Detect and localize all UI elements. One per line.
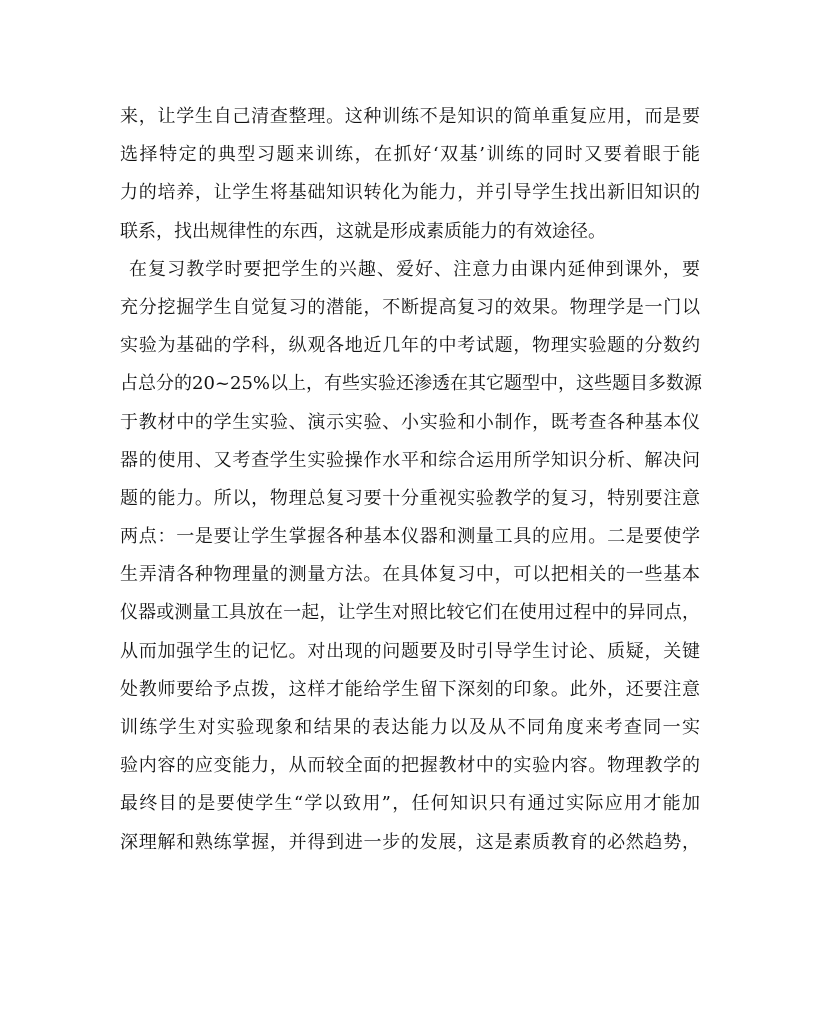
text-line: 仪器或测量工具放在一起，让学生对照比较它们在使用过程中的异同点， <box>120 602 700 624</box>
text-line: 器的使用、又考查学生实验操作水平和综合运用所学知识分析、解决问 <box>120 449 700 471</box>
text-line: 深理解和熟练掌握，并得到进一步的发展，这是素质教育的必然趋势， <box>120 831 700 853</box>
text-line: 题的能力。所以，物理总复习要十分重视实验教学的复习，特别要注意 <box>120 487 700 509</box>
text-line: 充分挖掘学生自觉复习的潜能，不断提高复习的效果。物理学是一门以 <box>120 296 700 318</box>
text-line: 处教师要给予点拨，这样才能给学生留下深刻的印象。此外，还要注意 <box>120 678 700 700</box>
text-line: 生弄清各种物理量的测量方法。在具体复习中，可以把相关的一些基本 <box>120 564 700 586</box>
text-line: 来，让学生自己清查整理。这种训练不是知识的简单重复应用，而是要 <box>120 106 700 127</box>
text-line: 占总分的20~25%以上，有些实验还渗透在其它题型中，这些题目多数源 <box>120 373 702 395</box>
text-line: 从而加强学生的记忆。对出现的问题要及时引导学生讨论、质疑，关键 <box>120 640 700 662</box>
text-line: 训练学生对实验现象和结果的表达能力以及从不同角度来考查同一实 <box>120 717 700 738</box>
body-text <box>120 98 700 862</box>
text-line: 实验为基础的学科，纵观各地近几年的中考试题，物理实验题的分数约 <box>120 335 700 357</box>
text-line: 在复习教学时要把学生的兴趣、爱好、注意力由课内延伸到课外，要 <box>129 258 700 280</box>
text-line: 最终目的是要使学生“学以致用”，任何知识只有通过实际应用才能加 <box>120 793 700 815</box>
text-line: 验内容的应变能力，从而较全面的把握教材中的实验内容。物理教学的 <box>120 755 700 777</box>
text-line: 力的培养，让学生将基础知识转化为能力，并引导学生找出新旧知识的 <box>120 182 700 204</box>
text-line: 两点：一是要让学生掌握各种基本仪器和测量工具的应用。二是要使学 <box>120 526 700 548</box>
text-line: 于教材中的学生实验、演示实验、小实验和小制作，既考查各种基本仪 <box>120 411 700 433</box>
text-line: 选择特定的典型习题来训练，在抓好‘双基’训练的同时又要着眼于能 <box>120 144 700 166</box>
text-line: 联系，找出规律性的东西，这就是形成素质能力的有效途径。 <box>120 220 606 242</box>
